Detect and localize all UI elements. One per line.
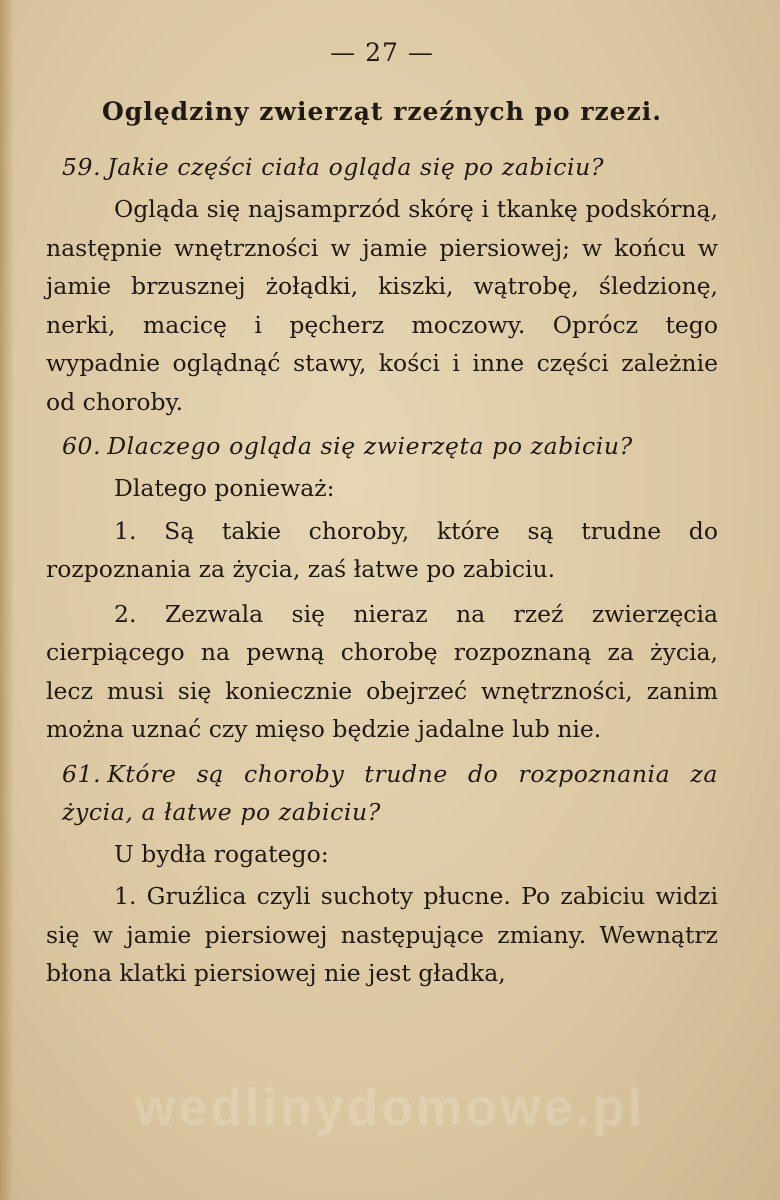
question-59 xyxy=(46,148,718,186)
question-60 xyxy=(46,427,718,465)
answer-59: Ogląda się najsamprzód skórę i tkankę podskórną, następnie wnętrzności w jamie piersiowej; w końcu w jamie brzusznej żołądki, kiszki, wątrobę, śledzionę, nerki, macicę i pęcherz moczowy. Oprócz tego wypadnie oglądnąć stawy, kości i inne części zależnie od choroby. xyxy=(46,195,718,416)
question-number: 61. xyxy=(62,759,102,788)
question-text: Które są choroby trudne do rozpoznania za życia, a łatwe po zabiciu? xyxy=(62,759,718,826)
answer-60-point-2: 2. Zezwala się nieraz na rzeź zwierzęcia cierpiącego na pewną chorobę rozpoznaną za życia, lecz musi się koniecznie obejrzeć wnętrzności, zanim można uznać czy mięso będzie jadalne lub nie. xyxy=(46,599,718,743)
page-number: — 27 — xyxy=(330,38,434,67)
page-edge-shadow xyxy=(0,0,14,1200)
answer-60-point-1: 1. Są takie choroby, które są trudne do rozpoznania za życia, zaś łatwe po zabiciu. xyxy=(46,516,718,583)
question-text: Dlaczego ogląda się zwierzęta po zabiciu? xyxy=(107,432,633,460)
question-61 xyxy=(46,755,718,831)
question-number: 59. xyxy=(62,153,102,181)
watermark: wedlinydomowe.pl xyxy=(134,1079,646,1137)
question-number: 60. xyxy=(62,432,102,460)
answer-60-intro: Dlatego ponieważ: xyxy=(114,474,335,502)
text-block xyxy=(46,30,718,999)
answer-61-point-1: 1. Gruźlica czyli suchoty płucne. Po zabiciu widzi się w jamie piersiowej następujące zmiany. Wewnątrz błona klatki piersiowej nie jest gładka, xyxy=(46,882,718,987)
question-text: Jakie części ciała ogląda się po zabiciu? xyxy=(107,153,605,181)
section-heading: Oględziny zwierząt rzeźnych po rzezi. xyxy=(102,97,662,126)
answer-61-intro: U bydła rogatego: xyxy=(114,839,329,868)
